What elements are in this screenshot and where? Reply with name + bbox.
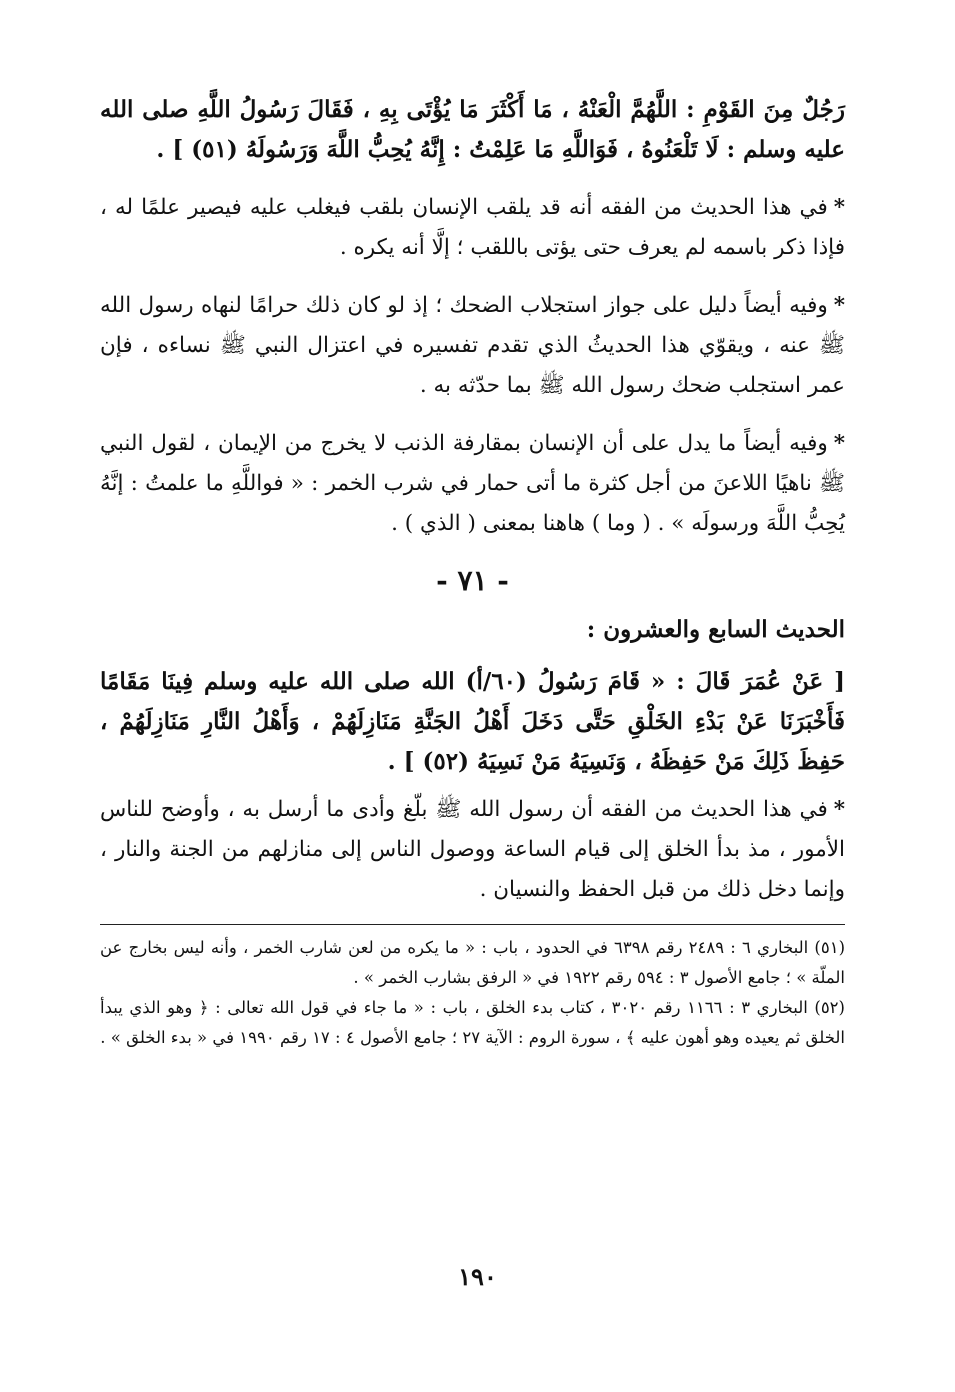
section-number: - ٧١ - (436, 564, 509, 597)
spacer (100, 782, 845, 790)
spacer (100, 268, 845, 286)
footnote: (٥١) البخاري ٦ : ٢٤٨٩ رقم ٦٣٩٨ في الحدود ، باب : « ما يكره من لعن شارب الخمر ، وأنه ليس بخارج عن الملّة » ؛ جامع الأصول ٣ : ٥٩٤ رقم ١٩٢٢ في « الرفق بشارب الخمر » . (100, 938, 845, 987)
footnote: (٥٢) البخاري ٣ : ١١٦٦ رقم ٣٠٢٠ ، كتاب بدء الخلق ، باب : « ما جاء في قول الله تعالى : ﴿ وهو الذي يبدأ الخلق ثم يعيده وهو أهون عليه ﴾ ، سورة الروم : الآية ٢٧ ؛ جامع الأصول ٤ : ١٧ رقم ١٩٩٠ في « بدء الخلق » . (100, 998, 845, 1047)
page-number: ١٩٠ (458, 1262, 497, 1291)
commentary-paragraph: * في هذا الحديث من الفقه أن رسول الله ﷺ بلّغ وأدى ما أرسل به ، وأوضح للناس الأمور ، مذ بدأ الخلق إلى قيام الساعة ووصول الناس إلى منازلهم من الجنة والنار ، وإنما دخل ذلك من قبل الحفظ والنسيان . (100, 790, 845, 910)
section-title: الحديث السابع والعشرون : (586, 616, 845, 643)
spacer (100, 170, 845, 188)
commentary-paragraph: * وفيه أيضاً ما يدل على أن الإنسان بمقارفة الذنب لا يخرج من الإيمان ، لقول النبي ﷺ ناهيًا اللاعنَ من أجل كثرة ما أتى حمار في شرب الخمر : « فواللَّهِ ما علمتُ : إنَّهُ يُحِبُّ اللَّهَ ورسولَه » . ( وما ) هاهنا بمعنى ( الذي ) . (100, 424, 845, 544)
hadith-26-ending: رَجُلٌ مِنَ القَوْمِ : اللَّهُمَّ الْعَنْهُ ، مَا أَكْثَرَ مَا يُؤْتَى بِهِ ، فَقَالَ رَسُولُ اللَّهِ صلى الله عليه وسلم : لَا تَلْعَنُوهُ ، فَوَاللَّهِ مَا عَلِمْتُ : إِنَّهُ يُحِبُّ اللَّهَ وَرَسُولَهُ (٥١) ] . (100, 96, 845, 163)
hadith-27-text: [ عَنْ عُمَرَ قَالَ : « قَامَ رَسُولُ (٦٠/أ) الله صلى الله عليه وسلم فِينَا مَقَامًا فَأَخْبَرَنَا عَنْ بَدْءِ الخَلْقِ حَتَّى دَخَلَ أَهْلُ الجَنَّةِ مَنَازِلَهُمْ ، وَأَهْلُ النَّارِ مَنَازِلَهُمْ ، حَفِظَ ذَلِكَ مَنْ حَفِظَهُ ، وَنَسِيَهُ مَنْ نَسِيَهُ (٥٢) ] . (100, 668, 846, 775)
footnote-divider (100, 924, 845, 925)
page-body (100, 90, 845, 1053)
commentary-paragraph: * في هذا الحديث من الفقه أنه قد يلقب الإنسان بلقب فيغلب عليه فيصير علمًا له ، فإذا ذكر باسمه لم يعرف حتى يؤتى باللقب ؛ إلَّا أنه يكره . (100, 188, 845, 268)
commentary-paragraph: * وفيه أيضاً دليل على جواز استجلاب الضحك ؛ إذ لو كان ذلك حرامًا لنهاه رسول الله ﷺ عنه ، ويقوّي هذا الحديثُ الذي تقدم تفسيره في اعتزال النبي ﷺ نساءه ، فإن عمر استجلب ضحك رسول الله ﷺ بما حدّثه به . (100, 286, 845, 406)
spacer (100, 406, 845, 424)
